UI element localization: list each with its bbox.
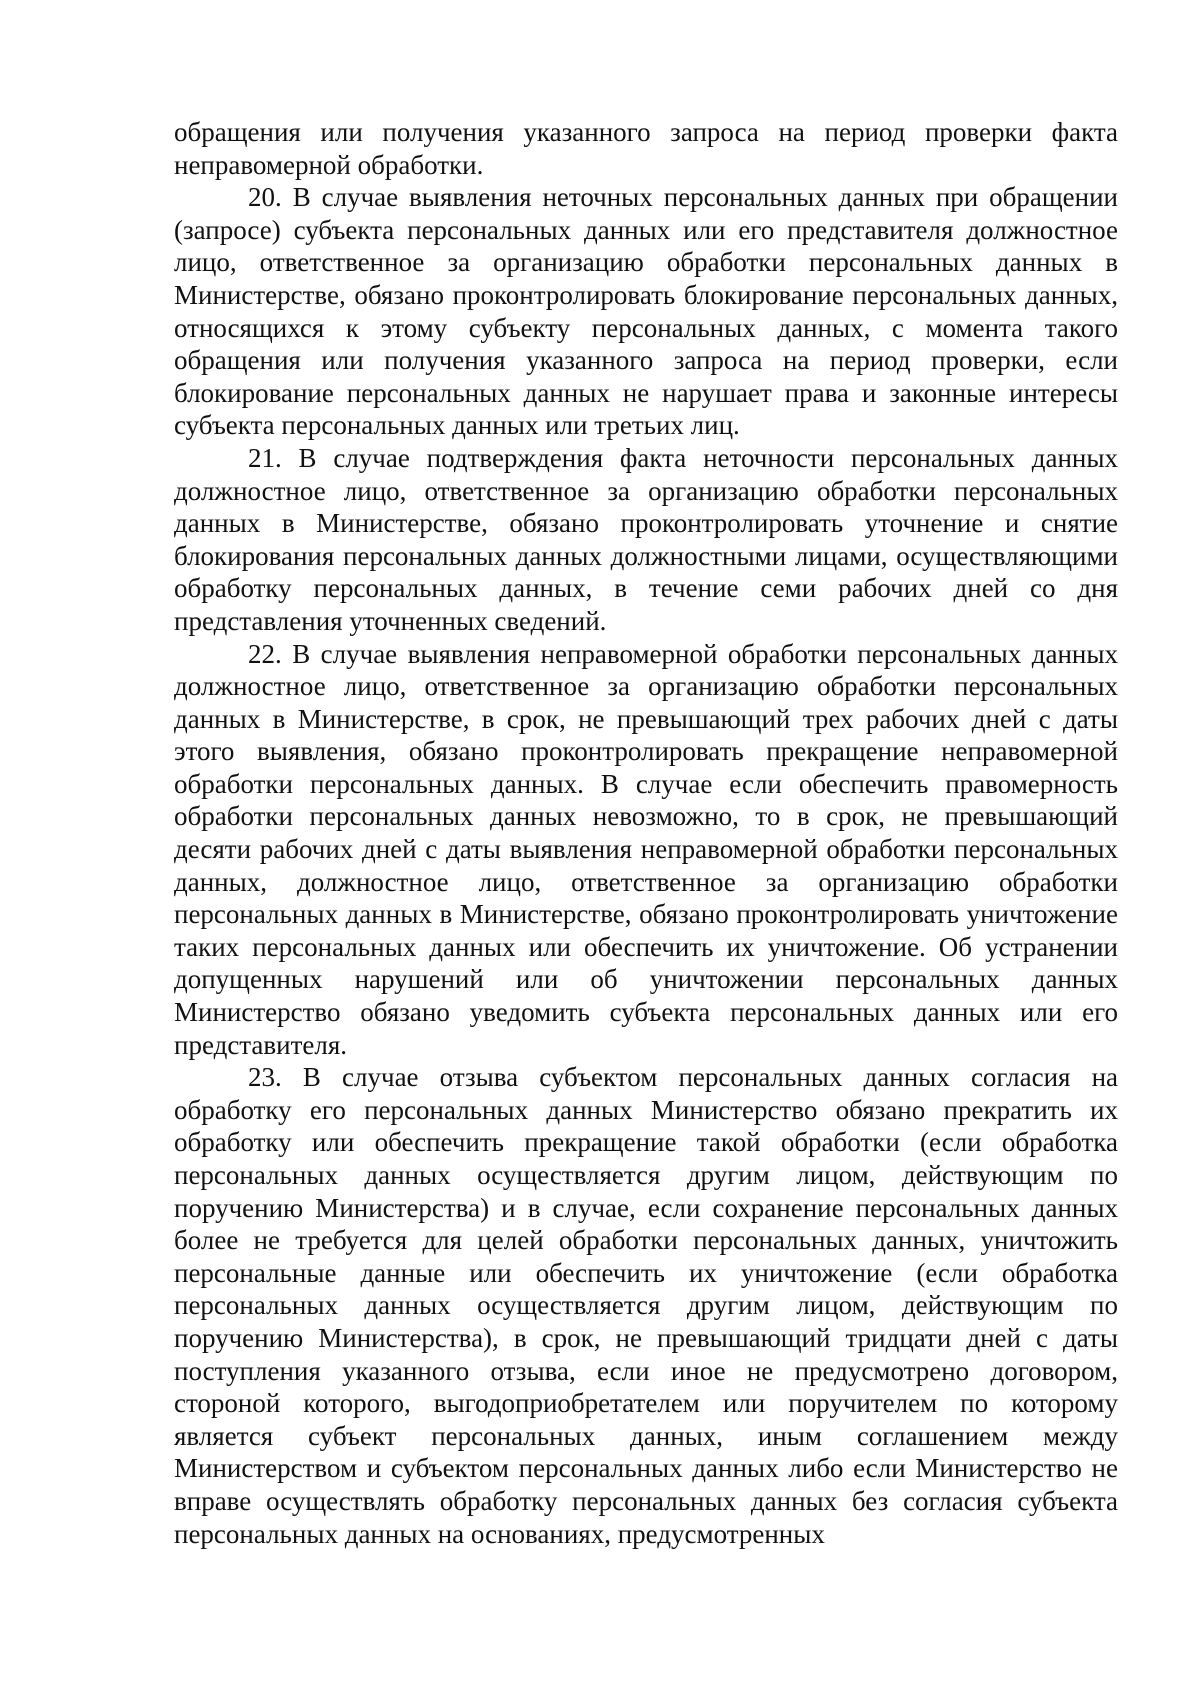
- paragraph-number: 23.: [248, 1062, 282, 1093]
- paragraph-number: 22.: [248, 638, 282, 669]
- paragraph-23: [174, 1061, 1118, 1550]
- paragraph-text: обращения или получения указанного запроса на период проверки факта неправомерной обработки.: [174, 117, 1118, 180]
- document-body: [174, 116, 1118, 1550]
- paragraph-22: [174, 638, 1118, 1062]
- paragraph-text: В случае отзыва субъектом персональных данных согласия на обработку его персональных данных Министерство обязано прекратить их обработку или обеспечить прекращение такой обработки (если обработка персональных данных осуществляется другим лицом, действующим по поручению Министерства) и в случае, если сохранение персональных данных более не требуется для целей обработки персональных данных, уничтожить персональные данные или обеспечить их уничтожение (если обработка персональных данных осуществляется другим лицом, действующим по поручению Министерства), в срок, не превышающий тридцати дней с даты поступления указанного отзыва, если иное не предусмотрено договором, стороной которого, выгодоприобретателем или поручителем по которому является субъект персональных данных, иным соглашением между Министерством и субъектом персональных данных либо если Министерство не вправе осуществлять обработку персональных данных без согласия субъекта персональных данных на основаниях, предусмотренных: [174, 1062, 1119, 1549]
- paragraph-number: 20.: [248, 182, 282, 213]
- paragraph-21: [174, 442, 1118, 638]
- paragraph-text: В случае выявления неправомерной обработки персональных данных должностное лицо, ответственное за организацию обработки персональных данных в Министерстве, в срок, не превышающий трех рабочих дней с даты этого выявления, обязано проконтролировать прекращение неправомерной обработки персональных данных. В случае если обеспечить правомерность обработки персональных данных невозможно, то в срок, не превышающий десяти рабочих дней с даты выявления неправомерной обработки персональных данных, должностное лицо, ответственное за организацию обработки персональных данных в Министерстве, обязано проконтролировать уничтожение таких персональных данных или обеспечить их уничтожение. Об устранении допущенных нарушений или об уничтожении персональных данных Министерство обязано уведомить субъекта персональных данных или его представителя.: [174, 638, 1118, 1060]
- paragraph-text: В случае выявления неточных персональных данных при обращении (запросе) субъекта персональных данных или его представителя должностное лицо, ответственное за организацию обработки персональных данных в Министерстве, обязано проконтролировать блокирование персональных данных, относящихся к этому субъекту персональных данных, с момента такого обращения или получения указанного запроса на период проверки, если блокирование персональных данных не нарушает права и законные интересы субъекта персональных данных или третьих лиц.: [174, 182, 1118, 441]
- paragraph-continuation: [174, 116, 1118, 181]
- paragraph-text: В случае подтверждения факта неточности персональных данных должностное лицо, ответственное за организацию обработки персональных данных в Министерстве, обязано проконтролировать уточнение и снятие блокирования персональных данных должностными лицами, осуществляющими обработку персональных данных, в течение семи рабочих дней со дня представления уточненных сведений.: [174, 442, 1118, 636]
- paragraph-number: 21.: [248, 442, 282, 473]
- paragraph-20: [174, 181, 1118, 442]
